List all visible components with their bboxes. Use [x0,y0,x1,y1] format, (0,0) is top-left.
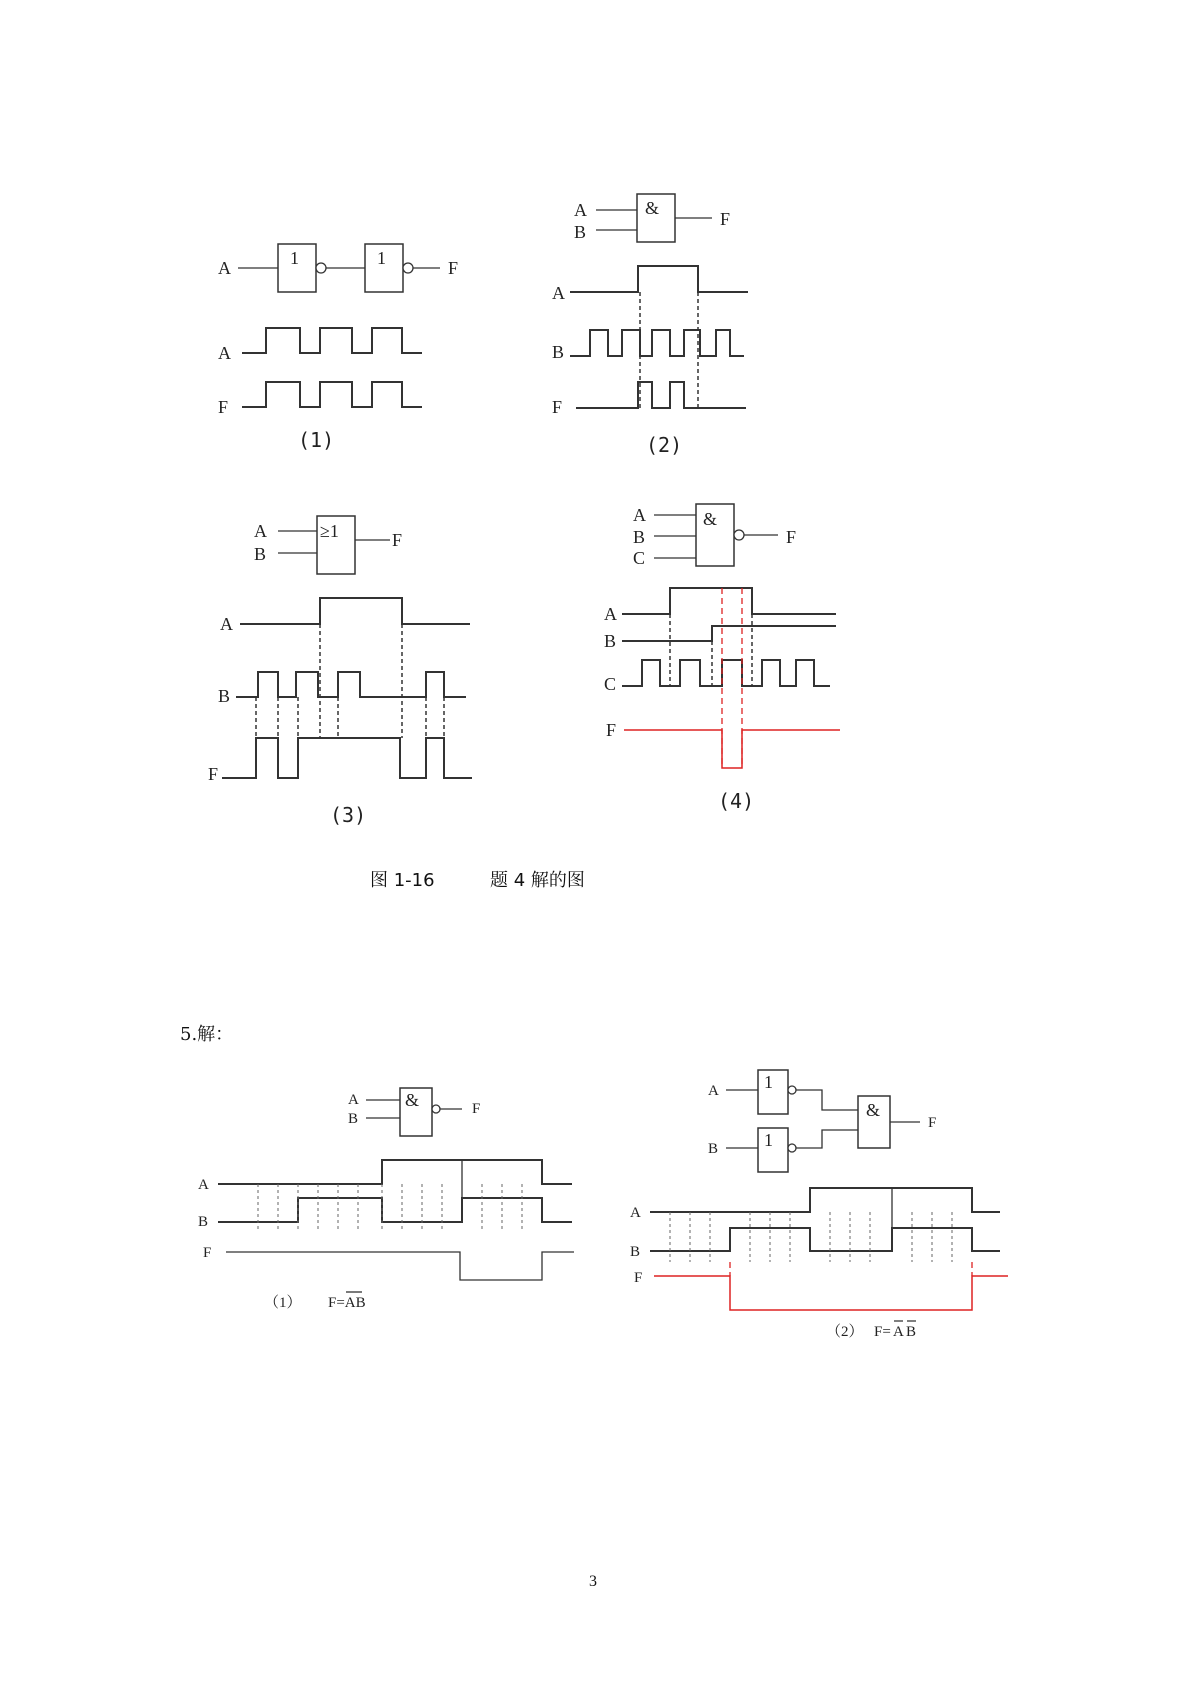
sec5-figure-1 [198,1088,574,1311]
fig1-wave-f [242,382,422,407]
sec5-not-gate-2 [758,1128,788,1172]
sec5-right-wave-b [650,1228,1000,1251]
figure-2 [552,194,748,457]
fig3-caption: (3) [330,803,367,827]
sec5-right-wave-f-label: F [634,1270,643,1286]
fig1-output-label: F [448,258,459,278]
fig1-wave-a [242,328,422,353]
fig2-wave-a [570,266,748,292]
sec5-left-wave-a-label: A [198,1177,209,1193]
figure-title: 题 4 解的图 [490,870,585,891]
inverter-bubble-1 [316,263,326,273]
fig4-red-guides [722,588,742,768]
fig4-input-b-label: B [633,527,646,547]
fig2-wave-f [576,382,746,408]
sec5-right-waveforms [630,1188,1008,1310]
fig3-wave-b-label: B [218,686,231,706]
figure-4 [604,504,840,813]
fig3-output-label: F [392,530,403,550]
fig2-input-b-label: B [574,222,587,242]
fig1-input-label: A [218,258,231,278]
fig2-input-a-label: A [574,200,587,220]
sec5-left-input-a-label: A [348,1092,359,1108]
fig4-input-a-label: A [633,505,646,525]
or-gate-symbol: ≥1 [320,521,339,541]
fig4-wave-b-label: B [604,631,617,651]
fig2-wave-f-label: F [552,397,563,417]
sec5-left-output-label: F [472,1101,481,1117]
fig1-circuit [218,244,458,292]
nand-gate-symbol: & [703,509,718,529]
fig3-wave-f [222,738,472,778]
fig1-waveforms [218,328,422,417]
fig3-wave-a [240,598,470,624]
sec5-right-caption-num: （2） [826,1324,864,1340]
fig3-wave-f-label: F [208,764,219,784]
sec5-right-circuit [708,1070,936,1172]
sec5-right-wave-a-label: A [630,1205,641,1221]
fig2-wave-b [570,330,744,356]
sec5-left-formula: F=AB [328,1295,366,1311]
sec5-figure-2 [630,1070,1008,1340]
fig3-input-b-label: B [254,544,267,564]
fig3-circuit [254,516,402,574]
sec5-left-waveforms [198,1160,574,1280]
fig2-wave-b-label: B [552,342,565,362]
sec5-left-wave-f-label: F [203,1245,212,1261]
fig4-dashed-guides [670,614,752,686]
sec5-inverter-bubble [432,1105,440,1113]
fig1-wave-a-label: A [218,343,231,363]
sec5-and-gate-symbol: & [866,1100,881,1120]
inverter-bubble-2 [403,263,413,273]
fig3-dashed-guides [256,624,444,738]
fig2-wave-a-label: A [552,283,565,303]
sec5-left-input-b-label: B [348,1111,359,1127]
fig4-wave-b [622,626,836,641]
fig2-output-label: F [720,209,731,229]
sec5-right-output-label: F [928,1115,937,1131]
fig4-wave-c [622,660,830,686]
sec5-right-wave-b-label: B [630,1244,641,1260]
fig4-caption: (4) [718,789,755,813]
fig4-wave-c-label: C [604,674,617,694]
sec5-left-circuit [348,1088,480,1136]
sec5-left-caption-num: （1） [264,1295,302,1311]
sec5-right-wave-f [654,1276,1008,1310]
fig3-input-a-label: A [254,521,267,541]
fig4-circuit [633,504,796,568]
sec5-right-input-b-label: B [708,1141,719,1157]
sec5-inverter-bubble-2 [788,1144,796,1152]
inverter-bubble [734,530,744,540]
fig2-caption: (2) [646,433,683,457]
fig4-wave-a [622,588,836,614]
fig4-output-label: F [786,527,797,547]
not-gate-2-symbol: 1 [377,248,386,268]
fig4-waveforms [604,588,840,768]
sec5-left-dashed-grid [258,1184,522,1232]
sec5-left-wave-f [226,1252,574,1280]
figure-caption [370,870,585,891]
sec5-right-red-guides [730,1262,972,1276]
sec5-not-gate-1-symbol: 1 [764,1072,773,1092]
sec5-right-wave-a [650,1188,1000,1212]
not-gate-1-symbol: 1 [290,248,299,268]
section-5-heading: 5.解： [180,1024,234,1045]
page-number: 3 [589,1573,597,1590]
figure-number: 图 1-16 [370,870,435,891]
fig4-wave-a-label: A [604,604,617,624]
sec5-left-wave-b [218,1198,572,1222]
fig2-circuit [574,194,730,242]
and-gate-symbol: & [645,198,660,218]
sec5-inverter-bubble-1 [788,1086,796,1094]
fig1-wave-f-label: F [218,397,229,417]
fig3-wave-b [236,672,466,697]
sec5-right-input-a-label: A [708,1083,719,1099]
sec5-not-gate-1 [758,1070,788,1114]
sec5-left-wave-a [218,1160,572,1184]
fig4-wave-f-label: F [606,720,617,740]
fig3-waveforms [208,598,472,784]
sec5-right-formula-f: F= [874,1324,891,1340]
figure-3 [208,516,472,827]
fig4-input-c-label: C [633,548,646,568]
fig1-caption: (1) [298,428,335,452]
figure-1 [218,244,458,452]
fig2-waveforms [552,266,748,417]
sec5-right-formula-a: A [893,1324,904,1340]
fig3-wave-a-label: A [220,614,233,634]
sec5-right-formula-b: B [906,1324,917,1340]
sec5-left-wave-b-label: B [198,1214,209,1230]
sec5-nand-gate-symbol: & [405,1090,420,1110]
sec5-not-gate-2-symbol: 1 [764,1130,773,1150]
fig4-wave-f [624,730,840,768]
